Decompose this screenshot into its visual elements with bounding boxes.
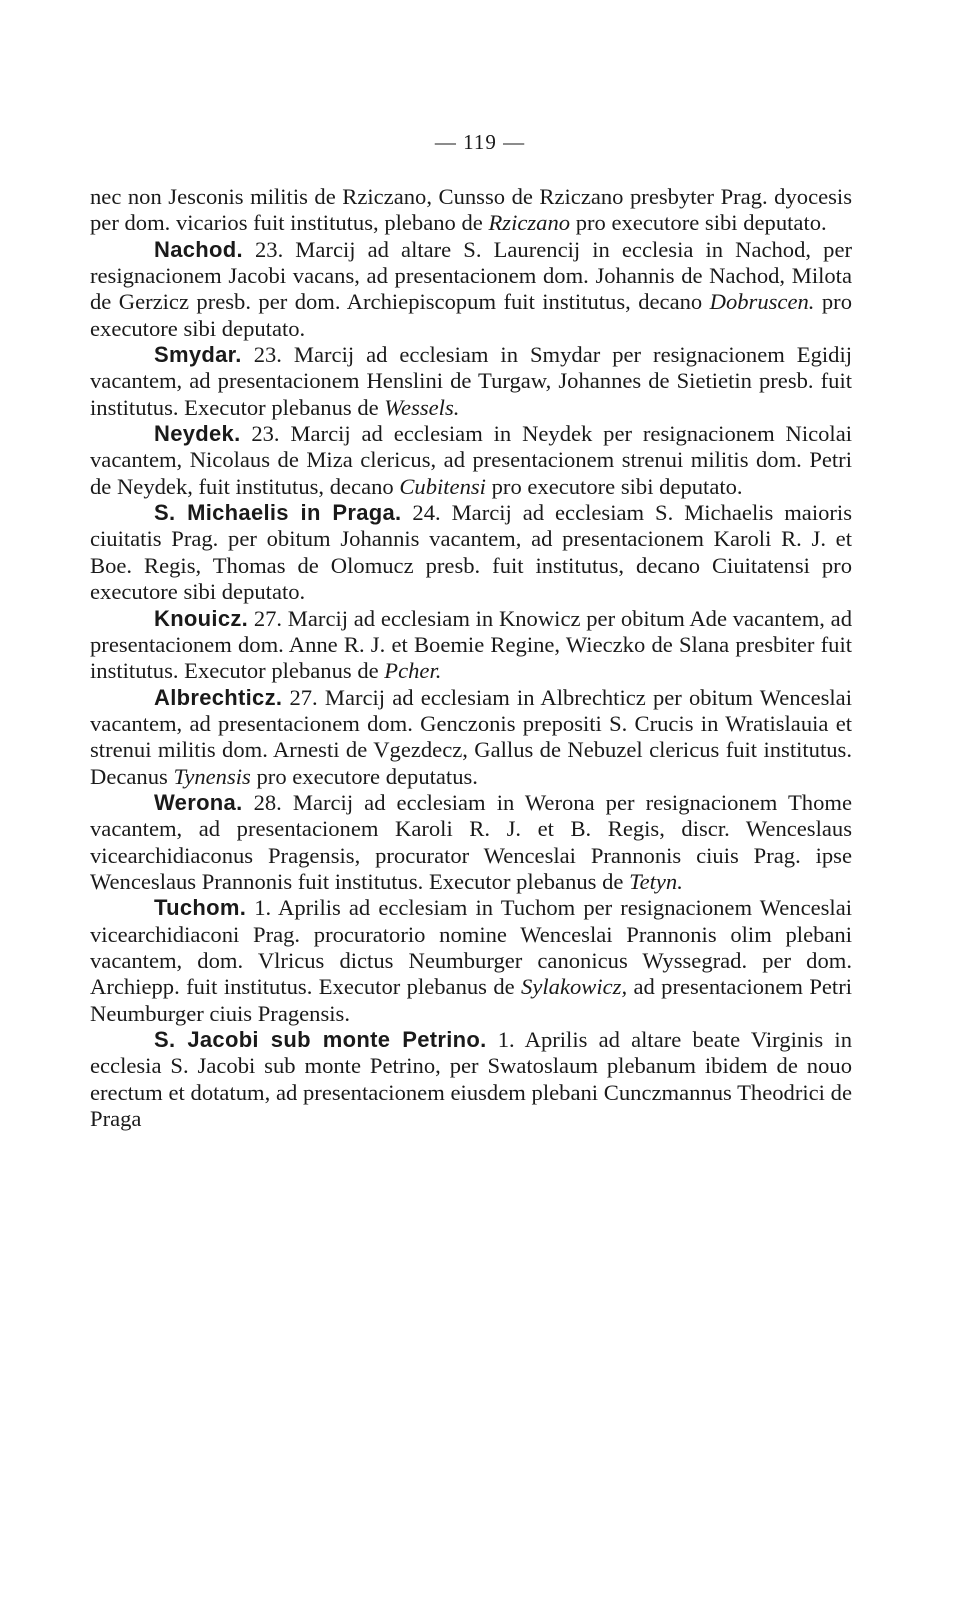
entry-place-ref: Tetyn. [629,868,683,894]
entry-text: 28. Marcij ad ecclesiam in Werona per resignacionem Thome vacantem, ad presentacionem Karoli R. J. et B. Regis, discr. Wenceslaus vicearchidiaconus Pragensis, procurator Wenceslai Prannonis ciuis Prag. ipse Wenceslaus Prannonis fuit institutus. Executor plebanus de [90,789,852,894]
entry-place-ref: Cubitensi [399,473,486,499]
entry-heading: Nachod. [154,236,243,262]
entry-heading: Albrechticz. [154,684,283,710]
entry-heading: Neydek. [154,421,241,447]
entry-place-ref: Sylakowicz, [521,974,628,1000]
entry-heading: S. Jacobi sub monte Petrino. [154,1027,487,1052]
intro-text: nec non Jesconis militis de Rziczano, Cunsso de Rziczano presbyter Prag. dyocesis per dom. vicarios fuit institutus, plebano de [90,184,852,236]
entry-text: 23. Marcij ad ecclesiam in Neydek per resignacionem Nicolai vacantem, Nicolaus de Miza clericus, ad presentacionem strenui militis dom. Petri de Neydek, fuit institutus, decano [90,421,852,499]
entry-text: 27. Marcij ad ecclesiam in Albrechticz per obitum Wenceslai vacantem, ad presentacionem dom. Genczonis prepositi S. Crucis in Wratislauia et strenui militis dom. Arnesti de Vgezdecz, Gallus de Nebuzel clericus fuit institutus. Decanus [90,684,852,789]
entry-text-end: pro executore sibi deputato. [90,289,852,341]
entry-werona [90,790,852,895]
entry-text: 1. Aprilis ad ecclesiam in Tuchom per resignacionem Wenceslai vicearchidiaconi Prag. procuratorio nomine Wenceslai Prannonis olim plebani vacantem, dom. Vlricus dictus Neumburger canonicus Wyssegrad. per dom. Archiepp. fuit institutus. Executor plebanus de [90,895,852,1000]
entry-text: 1. Aprilis ad altare beate Virginis in ecclesia S. Jacobi sub monte Petrino, per Swatoslaum plebanum ibidem de nouo erectum et dotatum, ad presentacionem eiusdem plebani Cunczmannus Theodrici de Praga [90,1027,852,1132]
entry-smydar [90,342,852,421]
entry-s-jacobi [90,1027,852,1132]
page-number: — 119 — [434,130,526,154]
entry-heading: Tuchom. [154,895,247,921]
entry-text-end: ad presentacionem Petri Neumburger ciuis Pragensis. [90,974,852,1026]
entry-text: 23. Marcij ad ecclesiam in Smydar per resignacionem Egidij vacantem, ad presentacionem Henslini de Turgaw, Johannes de Sietietin presb. fuit institutus. Executor plebanus de [90,342,852,420]
entry-place-ref: Pcher. [384,658,442,684]
entry-albrechticz [90,685,852,790]
entry-neydek [90,421,852,500]
entry-place-ref: Wessels. [384,394,460,420]
intro-paragraph [90,184,852,237]
entry-tuchom [90,895,852,1027]
entry-knouicz [90,606,852,685]
entry-nachod [90,237,852,342]
entry-text: 27. Marcij ad ecclesiam in Knowicz per obitum Ade vacantem, ad presentacionem dom. Anne R. J. et Boemie Regine, Wieczko de Slana presbiter fuit institutus. Executor plebanus de [90,605,852,684]
entry-place-ref: Dobruscen. [709,289,815,315]
text-block [90,184,852,1132]
entry-heading: Werona. [154,789,243,815]
entry-heading: Knouicz. [154,605,249,631]
entry-text-end: pro executore deputatus. [250,763,478,789]
entry-place-ref: Tynensis [173,763,251,789]
entry-text-end: pro executore sibi deputato. [485,473,743,499]
entry-text: 24. Marcij ad ecclesiam S. Michaelis maioris ciuitatis Prag. per obitum Johannis vacantem, ad presentacionem Karoli R. J. et Boe. Regis, Thomas de Olomucz presb. fuit institutus, decano Ciuitatensi pro executore sibi deputato. [90,500,852,605]
entry-s-michaelis [90,500,852,605]
entry-heading: S. Michaelis in Praga. [154,500,402,526]
entry-text: 23. Marcij ad altare S. Laurencij in ecclesia in Nachod, per resignacionem Jacobi vacans, ad presentacionem dom. Johannis de Nachod, Milota de Gerzicz presb. per dom. Archiepiscopum fuit institutus, decano [90,236,852,315]
intro-text-end: pro executore sibi deputato. [570,210,827,236]
intro-place-ref: Rziczano [488,210,571,236]
entry-heading: Smydar. [154,342,242,368]
